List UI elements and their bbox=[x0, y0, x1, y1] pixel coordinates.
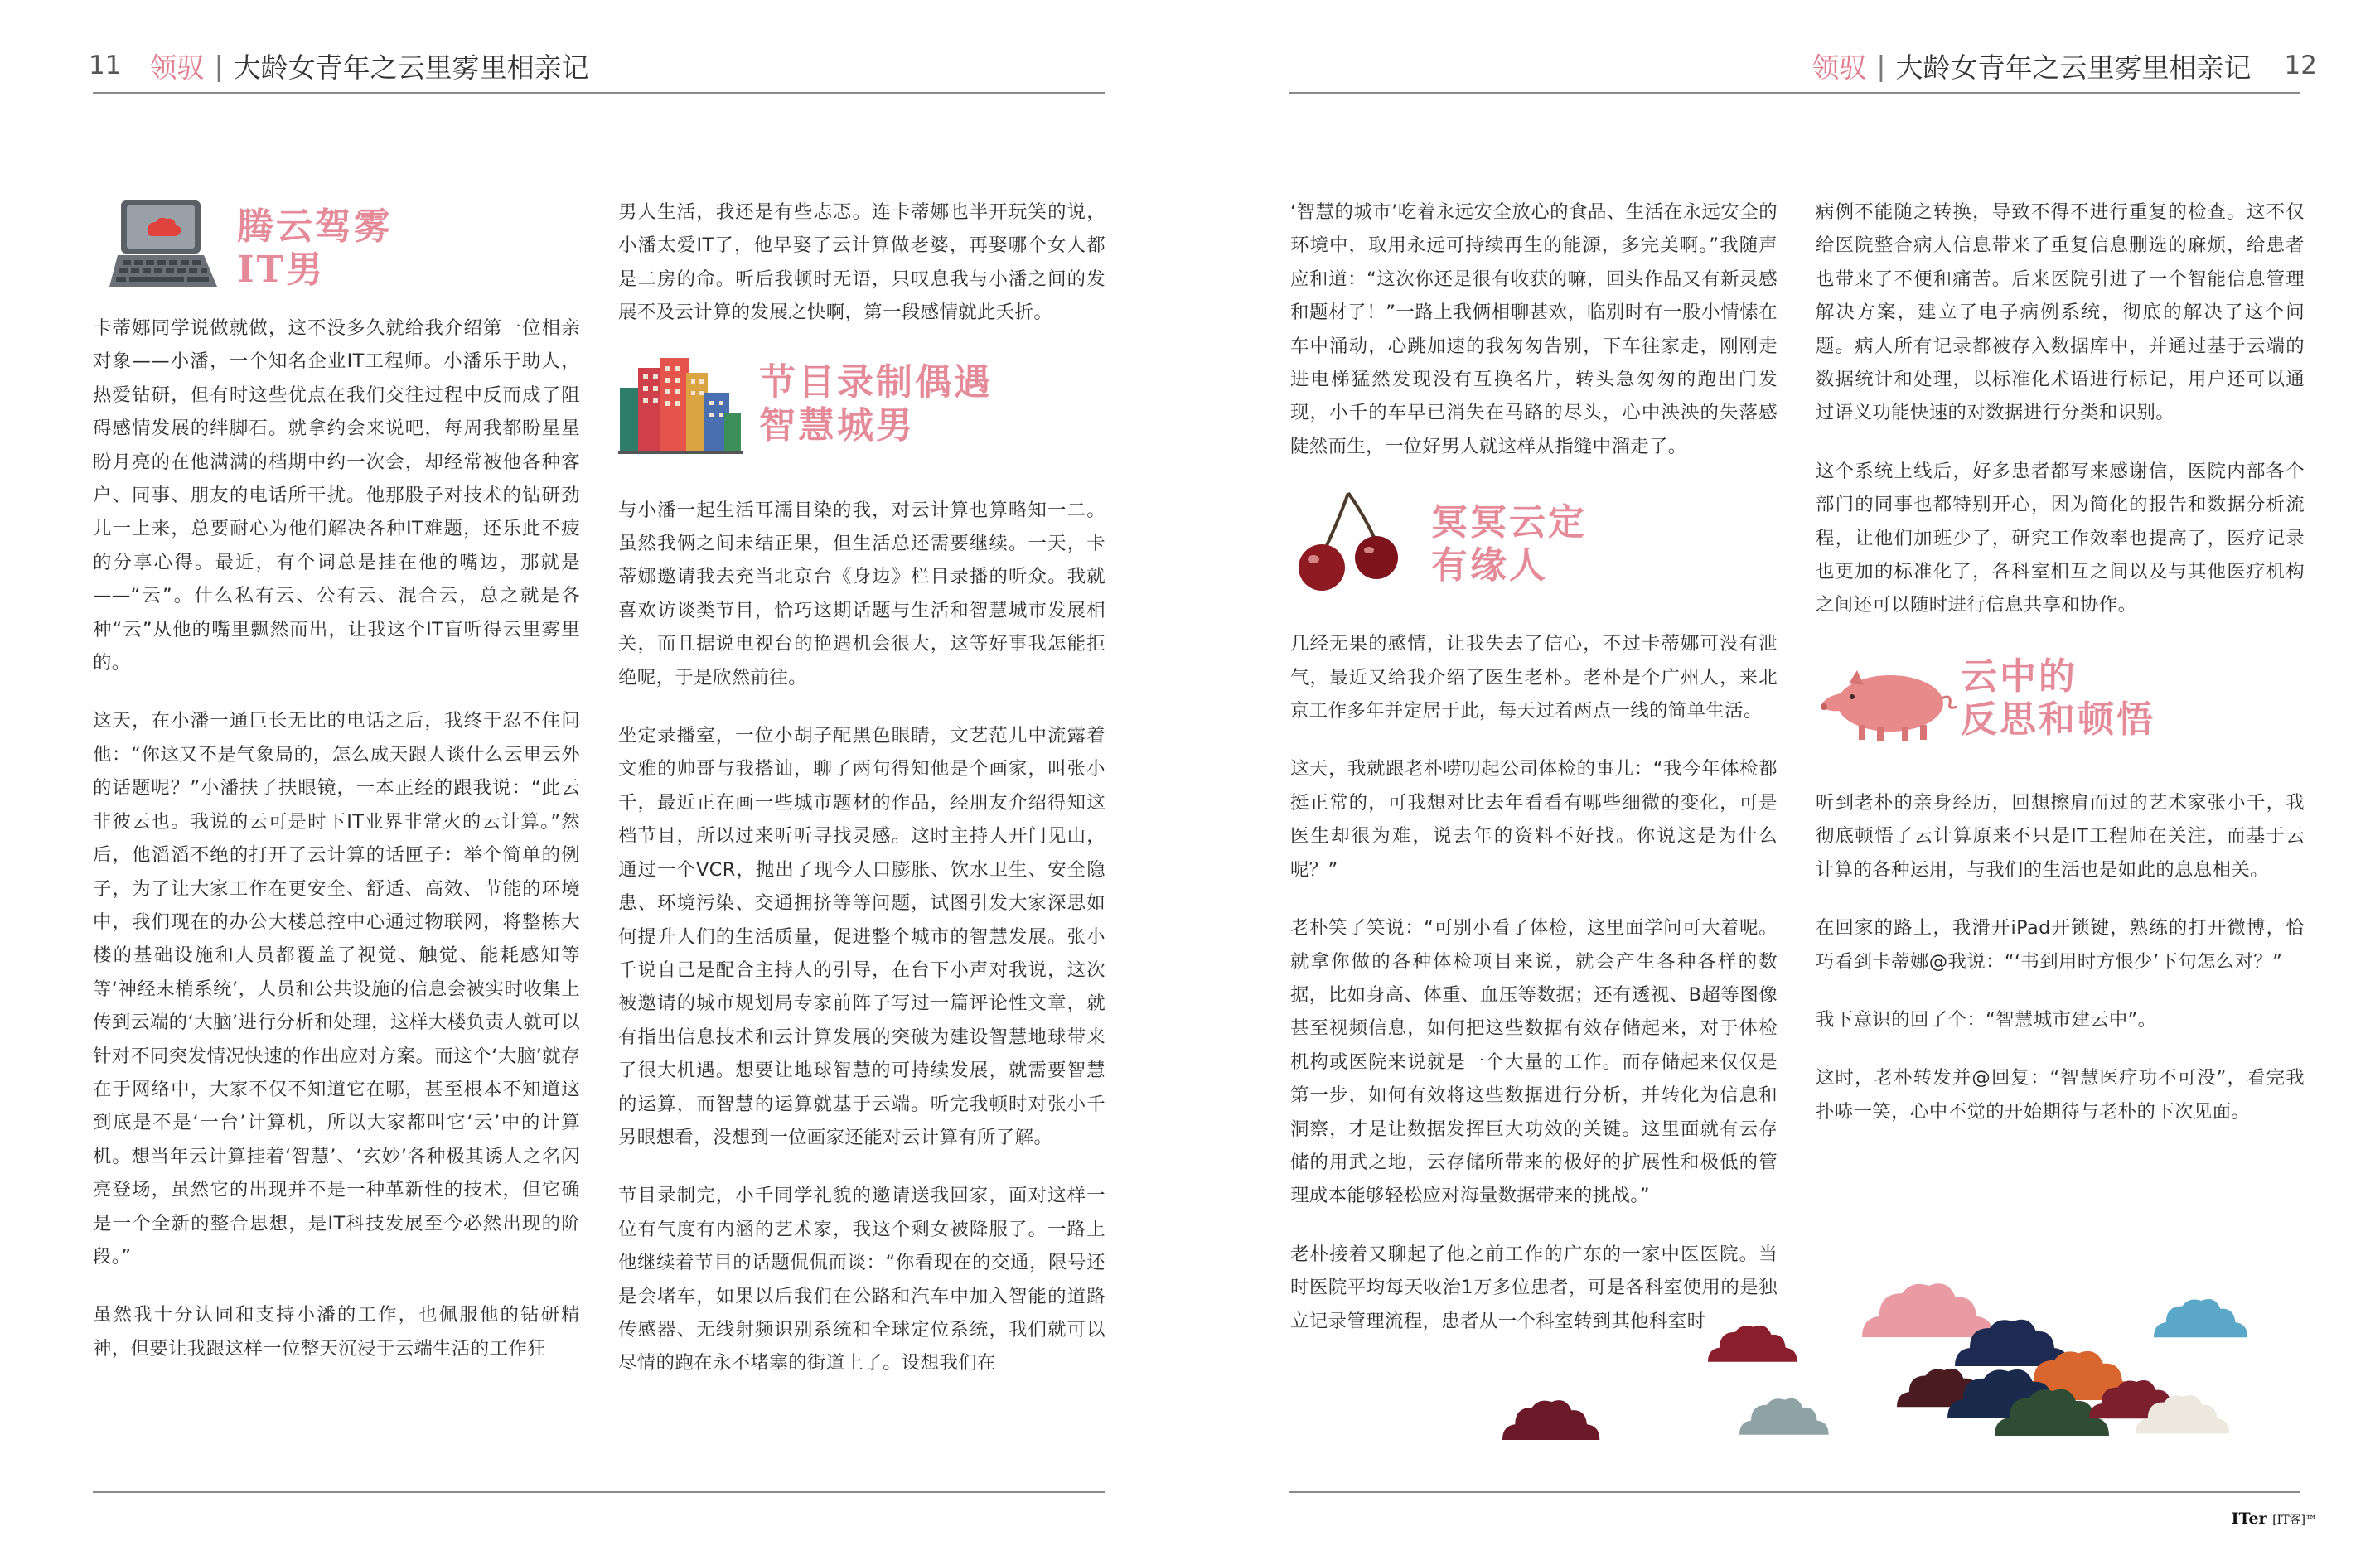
laptop-cloud-icon bbox=[108, 196, 224, 295]
cloud bbox=[1739, 1398, 1829, 1435]
subheading-text: 冥冥云定 有缘人 bbox=[1431, 501, 1587, 587]
trademark: ™ bbox=[2305, 1514, 2317, 1527]
header-separator: | bbox=[1876, 49, 1886, 82]
subheading-destined-person bbox=[1290, 488, 1778, 602]
cloud bbox=[1708, 1326, 1797, 1362]
paragraph: 我下意识的回了个：“智慧城市建云中”。 bbox=[1816, 1008, 2157, 1031]
city-buildings-icon bbox=[618, 355, 743, 454]
cloud bbox=[2154, 1299, 2247, 1337]
pink-pig-icon bbox=[1816, 659, 1957, 750]
footer-rule bbox=[1289, 1491, 2300, 1493]
cloud bbox=[1502, 1400, 1599, 1440]
paragraph: 病例不能随之转换，导致不得不进行重复的检查。这不仅给医院整合病人信息带来了重复信息删选的麻烦，给患者也带来了不便和痛苦。后来医院引进了一个智能信息管理解决方案，建立了电子病例系统，彻底的解决了这个问题。病人所有记录都被存入数据库中，并通过基于云端的数据统计和处理，以标准化术语进行标记，用户还可以通过语义功能快速的对数据进行分类和识别。 bbox=[1816, 201, 2305, 424]
paragraph: 这时，老朴转发并@回复：“智慧医疗功不可没”，看完我扑哧一笑，心中不觉的开始期待与老朴的下次见面。 bbox=[1816, 1067, 2305, 1123]
paragraph: 在回家的路上，我滑开iPad开锁键，熟练的打开微博，恰巧看到卡蒂娜@我说：“‘书到用时方恨少’下句怎么对？” bbox=[1816, 917, 2305, 973]
subheading-text: 节目录制偶遇 智慧城男 bbox=[759, 360, 993, 447]
brand-name: ITer bbox=[2231, 1509, 2267, 1528]
header-separator: | bbox=[214, 49, 224, 82]
subheading-it-man bbox=[108, 194, 539, 302]
paragraph: 与小潘一起生活耳濡目染的我，对云计算也算略知一二。虽然我俩之间未结正果，但生活总还需要继续。一天，卡蒂娜邀请我去充当北京台《身边》栏目录播的听众。我就喜欢访谈类节目，恰巧这期话题与生活和智慧城市发展相关，而且据说电视台的艳遇机会很大，这等好事我怎能拒绝呢，于是欣然前往。 bbox=[618, 499, 1105, 688]
paragraph: ‘智慧的城市’吃着永远安全放心的食品、生活在永远安全的环境中，取用永远可持续再生的能源，多完美啊。”我随声应和道：“这次你还是很有收获的嘛，回头作品又有新灵感和题材了！”一路上我俩相聊甚欢，临别时有一股小情愫在车中涌动，心跳加速的我匆匆告别，下车往家走，刚刚走进电梯猛然发现没有互换名片，转头急匆匆的跑出门发现，小千的车早已消失在马路的尽头，心中泱泱的失落感陡然而生，一位好男人就这样从指缝中溜走了。 bbox=[1290, 201, 1778, 457]
section-name: 领驭 bbox=[1812, 51, 1867, 84]
paragraph: 节目录制完，小千同学礼貌的邀请送我回家，面对这样一位有气度有内涵的艺术家，我这个剩女被降服了。一路上他继续着节目的话题侃侃而谈：“你看现在的交通，限号还是会堵车，如果以后我们在公路和汽车中加入智能的道路传感器、无线射频识别系统和全球定位系统，我们就可以尽情的跑在永不堵塞的街道上了。设想我们在 bbox=[618, 1185, 1105, 1374]
paragraph: 坐定录播室，一位小胡子配黑色眼睛，文艺范儿中流露着文雅的帅哥与我搭讪，聊了两句得知他是个画家，叫张小千，最近正在画一些城市题材的作品，经朋友介绍得知这档节目，所以过来听听寻找灵感。这时主持人开门见山，通过一个VCR，抛出了现今人口膨胀、饮水卫生、安全隐患、环境污染、交通拥挤等等问题，试图引发大家深思如何提升人们的生活质量，促进整个城市的智慧发展。张小千说自己是配合主持人的引导，在台下小声对我说，这次被邀请的城市规划局专家前阵子写过一篇评论性文章，就有指出信息技术和云计算发展的突破为建设智慧地球带来了很大机遇。想要让地球智慧的可持续发展，就需要智慧的运算，而智慧的运算就基于云端。听完我顿时对张小千另眼想看，没想到一位画家还能对云计算有所了解。 bbox=[618, 725, 1105, 1148]
cherries-icon bbox=[1290, 488, 1415, 596]
paragraph: 几经无果的感情，让我失去了信心，不过卡蒂娜可没有泄气，最近又给我介绍了医生老朴。老朴是个广州人，来北京工作多年并定居于此，每天过着两点一线的简单生活。 bbox=[1290, 633, 1778, 722]
clouds-illustration bbox=[1496, 1280, 2333, 1471]
left-running-header bbox=[89, 45, 589, 86]
subheading-reflection bbox=[1816, 647, 2305, 761]
article-title: 大龄女青年之云里雾里相亲记 bbox=[1895, 51, 2252, 84]
left-column-1 bbox=[93, 312, 580, 1390]
paragraph: 男人生活，我还是有些忐忑。连卡蒂娜也半开玩笑的说，小潘太爱IT了，他早娶了云计算做老婆，再娶哪个女人都是二房的命。听后我顿时无语，只叹息我与小潘之间的发展不及云计算的发展之快啊，第一段感情就此夭折。 bbox=[618, 201, 1105, 324]
paragraph: 听到老朴的亲身经历，回想擦肩而过的艺术家张小千，我彻底顿悟了云计算原来不只是IT工程师在关注，而基于云计算的各种运用，与我们的生活也是如此的息息相关。 bbox=[1816, 791, 2305, 881]
paragraph: 这个系统上线后，好多患者都写来感谢信，医院内部各个部门的同事也都特别开心，因为简化的报告和数据分析流程，让他们加班少了，研究工作效率也提高了，医疗记录也更加的标准化了，各科室相互之间以及与其他医疗机构之间还可以随时进行信息共享和协作。 bbox=[1816, 460, 2305, 616]
left-column-2 bbox=[618, 196, 1105, 1405]
paragraph: 这天，在小潘一通巨长无比的电话之后，我终于忍不住问他：“你这又不是气象局的，怎么成天跟人谈什么云里云外的话题呢？”小潘扶了扶眼镜，一本正经的跟我说：“此云非彼云也。我说的云可是时下IT业界非常火的云计算。”然后，他滔滔不绝的打开了云计算的话匣子：举个简单的例子，为了让大家工作在更安全、舒适、高效、节能的环境中，我们现在的办公大楼总控中心通过物联网，将整栋大楼的基础设施和人员都覆盖了视觉、触觉、能耗感知等等‘神经末梢系统’，人员和公共设施的信息会被实时收集上传到云端的‘大脑’进行分析和处理，这样大楼负责人就可以针对不同突发情况快速的作出应对方案。而这个‘大脑’就存在于网络中，大家不仅不知道它在哪，甚至根本不知道这到底是不是‘一台’计算机，所以大家都叫它‘云’中的计算机。想当年云计算挂着‘智慧’、‘玄妙’各种极其诱人之名闪亮登场，虽然它的出现并不是一种革新性的技术，但它确是一个全新的整合思想，是IT科技发展至今必然出现的阶段。” bbox=[93, 710, 580, 1268]
subheading-text: 腾云驾雾 IT男 bbox=[237, 205, 393, 291]
subheading-text: 云中的 反思和顿悟 bbox=[1961, 654, 2155, 741]
paragraph: 卡蒂娜同学说做就做，这不没多久就给我介绍第一位相亲对象——小潘，一个知名企业IT工程师。小潘乐于助人，热爱钻研，但有时这些优点在我们交往过程中反而成了阻碍感情发展的绊脚石。就拿约会来说吧，每周我都盼星星盼月亮的在他满满的档期中约一次会，却经常被他各种客户、同事、朋友的电话所干扰。他那股子对技术的钻研劲儿一上来，总要耐心为他们解决各种IT难题，还乐此不疲的分享心得。最近，有个词总是挂在他的嘴边，那就是——“云”。什么私有云、公有云、混合云，总之就是各种“云”从他的嘴里飘然而出，让我这个IT盲听得云里雾里的。 bbox=[93, 317, 580, 674]
brand-cn: [IT客] bbox=[2272, 1514, 2305, 1527]
header-rule bbox=[1289, 92, 2300, 94]
paragraph: 老朴接着又聊起了他之前工作的广东的一家中医医院。当时医院平均每天收治1万多位患者，可是各科室使用的是独立记录管理流程，患者从一个科室转到其他科室时 bbox=[1290, 1243, 1778, 1332]
paragraph: 虽然我十分认同和支持小潘的工作，也佩服他的钻研精神，但要让我跟这样一位整天沉浸于云端生活的工作狂 bbox=[93, 1304, 580, 1360]
right-page bbox=[1190, 0, 2380, 1565]
footer-rule bbox=[93, 1491, 1105, 1493]
paragraph: 这天，我就跟老朴唠叨起公司体检的事儿：“我今年体检都挺正常的，可我想对比去年看看有哪些细微的变化，可是医生却很为难，说去年的资料不好找。你说这是为什么呢？” bbox=[1290, 758, 1778, 881]
article-title: 大龄女青年之云里雾里相亲记 bbox=[233, 51, 589, 84]
cloud bbox=[1862, 1283, 1994, 1337]
section-name: 领驭 bbox=[149, 51, 205, 84]
footer-brand bbox=[2232, 1509, 2317, 1528]
page-number: 11 bbox=[89, 51, 122, 80]
right-column-2 bbox=[1816, 196, 2305, 1153]
paragraph: 老朴笑了笑说：“可别小看了体检，这里面学问可大着呢。就拿你做的各种体检项目来说，就会产生各种各样的数据，比如身高、体重、血压等数据；还有透视、B超等图像甚至视频信息，如何把这些数据有效存储起来，对于体检机构或医院来说就是一个大量的工作。而存储起来仅仅是第一步，如何有效将这些数据进行分析，并转化为信息和洞察，才是让数据发挥巨大功效的关键。这里面就有云存储的用武之地，云存储所带来的极好的扩展性和极低的管理成本能够轻松应对海量数据带来的挑战。” bbox=[1290, 917, 1778, 1207]
right-column-1 bbox=[1290, 196, 1778, 1363]
header-rule bbox=[93, 92, 1105, 94]
subheading-smart-city-man bbox=[618, 355, 1105, 469]
page-number: 12 bbox=[2284, 51, 2317, 80]
right-running-header bbox=[1812, 45, 2317, 86]
